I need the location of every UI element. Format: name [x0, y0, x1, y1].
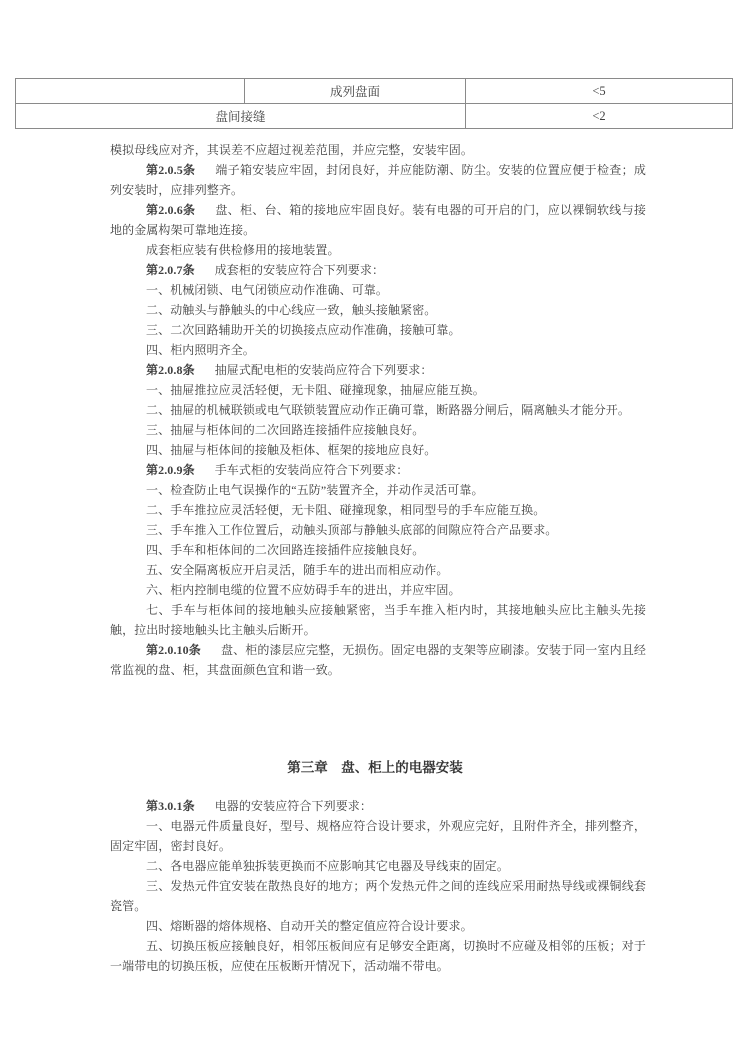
- paragraph: 三、二次回路辅助开关的切换接点应动作准确，接触可靠。: [146, 323, 461, 337]
- clause-label: 第2.0.6条: [146, 203, 196, 217]
- paragraph: 四、手车和柜体间的二次回路连接插件应接触良好。: [146, 543, 425, 557]
- paragraph: 二、动触头与静触头的中心线应一致，触头接触紧密。: [146, 303, 437, 317]
- paragraph: 四、熔断器的熔体规格、自动开关的整定值应符合设计要求。: [146, 919, 473, 933]
- paragraph: 一、抽屉推拉应灵活轻便，无卡阻、碰撞现象，抽屉应能互换。: [146, 383, 485, 397]
- clause-paragraph: 第2.0.5条 端子箱安装应牢固，封闭良好，并应能防潮、防尘。安装的位置应便于检查；成列安装时，应排列整齐。: [110, 163, 646, 197]
- paragraph: 三、抽屉与柜体间的二次回路连接插件应接触良好。: [146, 423, 425, 437]
- clause-label: 第2.0.10条: [146, 643, 201, 657]
- clause-label: 第2.0.9条: [146, 463, 195, 477]
- clause-paragraph: 第2.0.7条 成套柜的安装应符合下列要求：: [146, 263, 385, 277]
- table-row: [16, 79, 733, 104]
- clause-label: 第2.0.7条: [146, 263, 195, 277]
- spec-table: [15, 78, 733, 129]
- table-cell-label: 成列盘面: [245, 79, 466, 104]
- clause-paragraph: 第2.0.8条 抽屉式配电柜的安装尚应符合下列要求：: [146, 363, 433, 377]
- table-cell-label: 盘间接缝: [16, 104, 466, 129]
- paragraph: 五、切换压板应接触良好，相邻压板间应有足够安全距离，切换时不应碰及相邻的压板；对于一端带电的切换压板，应使在压板断开情况下，活动端不带电。: [110, 939, 646, 973]
- paragraph: 模拟母线应对齐，其误差不应超过视差范围，并应完整，安装牢固。: [110, 143, 474, 157]
- table-row: [16, 104, 733, 129]
- clause-label: 第2.0.5条: [146, 163, 196, 177]
- table-cell-value: <2: [466, 104, 733, 129]
- paragraph: 五、安全隔离板应开启灵活，随手车的进出而相应动作。: [146, 563, 449, 577]
- paragraph: 三、发热元件宜安装在散热良好的地方；两个发热元件之间的连线应采用耐热导线或裸铜线套瓷管。: [110, 879, 646, 913]
- clause-paragraph: 第2.0.9条 手车式柜的安装尚应符合下列要求：: [146, 463, 409, 477]
- paragraph: 一、检查防止电气误操作的“五防”装置齐全，并动作灵活可靠。: [146, 483, 484, 497]
- table-cell-value: <5: [466, 79, 733, 104]
- section-chapter2-body: [110, 140, 646, 680]
- paragraph: 四、柜内照明齐全。: [146, 343, 255, 357]
- clause-paragraph: 第2.0.10条 盘、柜的漆层应完整，无损伤。固定电器的支架等应刷漆。安装于同一室内且经常监视的盘、柜，其盘面颜色宜和谐一致。: [110, 643, 646, 677]
- paragraph: 一、电器元件质量良好，型号、规格应符合设计要求，外观应完好，且附件齐全，排列整齐，固定牢固，密封良好。: [110, 819, 646, 853]
- paragraph: 二、手车推拉应灵活轻便，无卡阻、碰撞现象，相同型号的手车应能互换。: [146, 503, 546, 517]
- clause-paragraph: 第3.0.1条 电器的安装应符合下列要求：: [146, 799, 373, 813]
- clause-paragraph: 第2.0.6条 盘、柜、台、箱的接地应牢固良好。装有电器的可开启的门，应以裸铜软线与接地的金属构架可靠地连接。: [110, 203, 646, 237]
- paragraph: 二、各电器应能单独拆装更换而不应影响其它电器及导线束的固定。: [146, 859, 510, 873]
- paragraph: 四、抽屉与柜体间的接触及柜体、框架的接地应良好。: [146, 443, 437, 457]
- paragraph: 成套柜应装有供检修用的接地装置。: [146, 243, 340, 257]
- paragraph: 六、柜内控制电缆的位置不应妨碍手车的进出，并应牢固。: [146, 583, 461, 597]
- clause-label: 第2.0.8条: [146, 363, 195, 377]
- paragraph: 一、机械闭锁、电气闭锁应动作准确、可靠。: [146, 283, 389, 297]
- paragraph: 三、手车推入工作位置后，动触头顶部与静触头底部的间隙应符合产品要求。: [146, 523, 558, 537]
- paragraph: 七、手车与柜体间的接地触头应接触紧密，当手车推入柜内时，其接地触头应比主触头先接触，拉出时接地触头比主触头后断开。: [110, 603, 646, 637]
- table-cell-empty: [16, 79, 245, 104]
- paragraph: 二、抽屉的机械联锁或电气联锁装置应动作正确可靠，断路器分闸后，隔离触头才能分开。: [146, 403, 631, 417]
- section-chapter3-body: [110, 796, 646, 976]
- clause-label: 第3.0.1条: [146, 799, 195, 813]
- chapter-heading: 第三章 盘、柜上的电器安装: [287, 760, 463, 775]
